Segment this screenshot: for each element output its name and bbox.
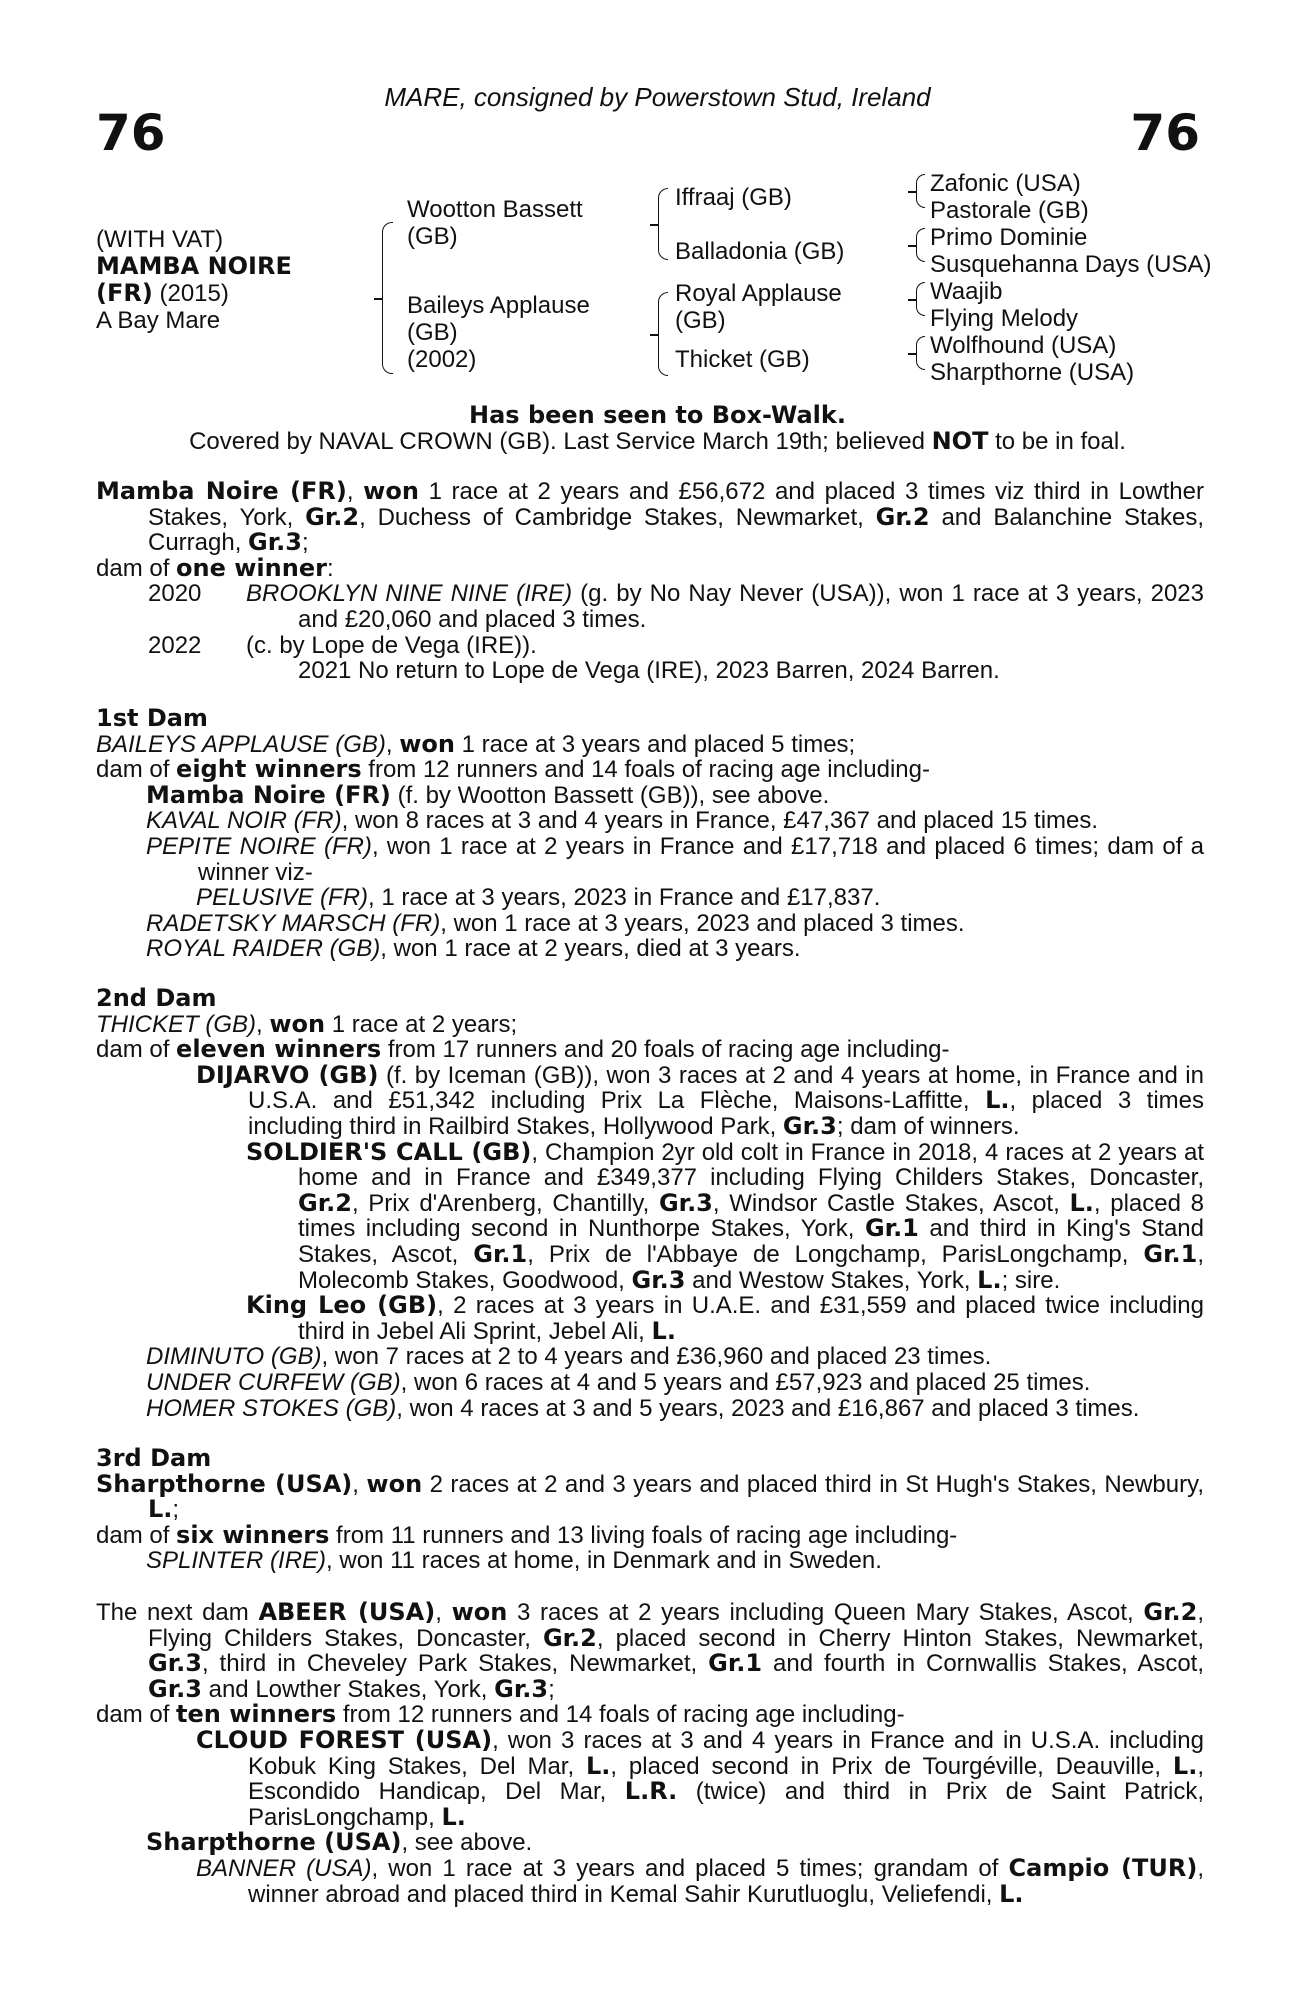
mare-section <box>96 479 1204 684</box>
grade: Gr.2 <box>875 502 930 531</box>
covered-text: Covered by NAVAL CROWN (GB). Last Service March 19th; believed <box>189 428 932 455</box>
second-dam-heading: 2nd Dam <box>96 984 217 1012</box>
runner-name: SOLDIER'S CALL (GB) <box>246 1137 532 1166</box>
text: (f. by Wootton Bassett (GB)), see above. <box>390 781 830 809</box>
list-item <box>96 1548 1204 1574</box>
grade: Gr.1 <box>864 1214 919 1243</box>
sire-name: Wootton Bassett <box>407 196 583 223</box>
text: dam of <box>96 756 177 784</box>
horse-country: (FR) <box>96 279 153 307</box>
winner-count: one winner <box>176 553 327 582</box>
dam-name: Sharpthorne (USA) <box>96 1469 353 1498</box>
text: , won 1 race at 3 years and placed 5 times; grandam of <box>371 1854 1009 1882</box>
ds-block <box>675 280 842 334</box>
grade: Gr.2 <box>305 502 360 531</box>
dam-block <box>407 292 590 373</box>
text: , Molecomb Stakes, Goodwood, <box>298 1240 1204 1294</box>
progeny-name: BROOKLYN NINE NINE (IRE) <box>246 580 573 608</box>
text: , Prix de l'Abbaye de Longchamp, ParisLongchamp, <box>527 1240 1144 1268</box>
not-label: NOT <box>931 427 989 455</box>
grade: Gr.3 <box>782 1111 837 1140</box>
grade: Gr.1 <box>1143 1239 1198 1268</box>
first-dam-of <box>96 757 1204 783</box>
grade: L. <box>999 1879 1024 1908</box>
list-item <box>96 1725 1204 1831</box>
text: ; <box>301 529 309 557</box>
dam-name: THICKET (GB) <box>96 1010 256 1038</box>
next-dam-of <box>96 1702 1204 1728</box>
text: (twice) and third in Prix de Saint Patrick, ParisLongchamp, <box>248 1778 1204 1831</box>
text: , Duchess of Cambridge Stakes, Newmarket, <box>359 503 876 531</box>
text: ; dam of winners. <box>836 1112 1020 1140</box>
third-dam-record: Sharpthorne (USA), won 2 races at 2 and 3 years and placed third in St Hugh's Stakes, Newbury, L.; <box>96 1469 1204 1524</box>
sss-name: Zafonic (USA) <box>930 170 1081 197</box>
grade: Gr.2 <box>1143 1598 1198 1626</box>
list-item <box>96 936 1204 962</box>
won-label: won <box>366 1469 423 1498</box>
text: , won 11 races at home, in Denmark and in Sweden. <box>326 1547 882 1575</box>
list-item <box>96 1344 1204 1370</box>
text: dam of <box>96 1036 177 1064</box>
dss-name: Waajib <box>930 278 1003 305</box>
list-item <box>96 1396 1204 1422</box>
third-dam-section <box>96 1446 1204 1574</box>
text: ; sire. <box>1001 1266 1061 1294</box>
text: 2 races at 2 and 3 years and placed third in St Hugh's Stakes, Newbury, <box>422 1470 1204 1498</box>
text: , third in Cheveley Park Stakes, Newmarket, <box>201 1650 709 1678</box>
runner-name: DIJARVO (GB) <box>196 1060 379 1089</box>
list-item <box>96 1293 1204 1344</box>
text: 3 races at 2 years including Queen Mary Stakes, Ascot, <box>507 1599 1144 1626</box>
sire-block <box>407 196 583 250</box>
progeny-year: 2022 <box>148 631 202 659</box>
text: from 17 runners and 20 foals of racing age including- <box>381 1036 950 1064</box>
text: , winner abroad and placed third in Kemal Sahir Kurutluoglu, Veliefendi, <box>248 1854 1205 1908</box>
sd-name: Balladonia (GB) <box>675 238 845 265</box>
text: : <box>326 554 334 582</box>
pedigree-brace-2a <box>658 188 668 260</box>
dam-name: ABEER (USA) <box>258 1598 436 1626</box>
ddd-name: Sharpthorne (USA) <box>930 359 1135 386</box>
grade: Gr.2 <box>298 1188 352 1217</box>
ds-country: (GB) <box>675 307 726 334</box>
pedigree-brace-3a <box>916 174 925 208</box>
consignment-line: MARE, consigned by Powerstown Stud, Ireland <box>384 82 931 112</box>
runner-name: PEPITE NOIRE (FR) <box>146 832 372 860</box>
text: and Balanchine Stakes, Curragh, <box>148 503 1204 557</box>
pedigree-brace-2b <box>658 292 668 376</box>
text: , Champion 2yr old colt in France in 2018, 4 races at 2 years at home and in France and £349,377 including Flying Childers Stakes, Doncaster, <box>298 1138 1204 1192</box>
grade: Gr.3 <box>658 1188 713 1217</box>
first-dam-record: BAILEYS APPLAUSE (GB), won 1 race at 3 years and placed 5 times; <box>96 729 856 758</box>
horse-country-year <box>96 280 292 307</box>
runner-name: Campio (TUR) <box>1008 1853 1198 1882</box>
text: , Windsor Castle Stakes, Ascot, <box>712 1189 1070 1217</box>
vat-label: (WITH VAT) <box>96 226 224 253</box>
ds-name: Royal Applause <box>675 280 842 307</box>
text: , won 1 race at 2 years, died at 3 years. <box>380 935 801 963</box>
ssd-name: Pastorale (GB) <box>930 197 1089 224</box>
text: , won 1 race at 2 years in France and £17,718 and placed 6 times; dam of a winner viz- <box>198 832 1205 886</box>
covered-text-end: to be in foal. <box>988 428 1126 455</box>
horse-year: (2015) <box>152 280 229 307</box>
second-dam-section <box>96 986 1204 1421</box>
text: The next dam <box>96 1599 259 1626</box>
horse-block <box>96 226 292 334</box>
grade: Gr.2 <box>542 1623 597 1652</box>
text: , Prix d'Arenberg, Chantilly, <box>351 1189 659 1217</box>
text: 1 race at 2 years; <box>325 1010 518 1038</box>
text: , 1 race at 3 years, 2023 in France and £17,837. <box>368 884 881 912</box>
progeny-year: 2020 <box>148 580 202 608</box>
dsd-name: Flying Melody <box>930 305 1079 332</box>
pedigree-brace-3d <box>916 336 925 370</box>
dam-country: (GB) <box>407 319 458 346</box>
winner-count: six winners <box>176 1520 330 1549</box>
grade: L. <box>985 1086 1010 1115</box>
sire-country: (GB) <box>407 223 458 250</box>
next-dam-record: The next dam ABEER (USA), won 3 races at 2 years including Queen Mary Stakes, Ascot, Gr.2, Flying Childers Stakes, Doncaster, Gr.2, placed second in Cherry Hinton Stakes, Newmarket, Gr.3, third in Cheveley Park Stakes, Newmarket, Gr.1 and fourth in Cornwallis Stakes, Ascot, Gr.3 and Lowther Stakes, York, Gr.3; <box>96 1598 1205 1703</box>
dds-name: Wolfhound (USA) <box>930 332 1117 359</box>
text: (g. by No Nay Never (USA)), won 1 race at 3 years, 2023 and £20,060 and placed 3 times. <box>298 580 1204 633</box>
grade: Gr.3 <box>248 528 302 557</box>
runner-name: SPLINTER (IRE) <box>146 1547 327 1575</box>
text: , placed second in Cherry Hinton Stakes, Newmarket, <box>596 1624 1204 1652</box>
list-item <box>96 808 1204 834</box>
text: , won 4 races at 3 and 5 years, 2023 and £16,867 and placed 3 times. <box>396 1394 1140 1422</box>
text: , won 7 races at 2 to 4 years and £36,960 and placed 23 times. <box>321 1343 992 1371</box>
dam-year: (2002) <box>407 346 477 373</box>
first-dam-heading: 1st Dam <box>96 704 208 732</box>
text: and Lowther Stakes, York, <box>201 1675 495 1703</box>
text: 1 race at 3 years and placed 5 times; <box>454 730 856 758</box>
won-label: won <box>363 477 419 505</box>
grade: L. <box>1172 1751 1198 1780</box>
text: and Westow Stakes, York, <box>685 1266 978 1294</box>
won-label: won <box>451 1598 508 1626</box>
runner-name: Sharpthorne (USA) <box>146 1828 402 1857</box>
winner-count: eleven winners <box>176 1035 382 1064</box>
text: ; <box>548 1675 555 1703</box>
grade: Gr.3 <box>631 1265 686 1294</box>
horse-description: A Bay Mare <box>96 307 221 334</box>
text: from 11 runners and 13 living foals of racing age including- <box>329 1521 958 1549</box>
text: from 12 runners and 14 foals of racing age including- <box>336 1701 905 1729</box>
runner-name: HOMER STOKES (GB) <box>146 1394 397 1422</box>
third-dam-of <box>96 1520 1204 1549</box>
text: , Escondido Handicap, Del Mar, <box>248 1752 1204 1806</box>
text: (c. by Lope de Vega (IRE)). <box>246 631 537 659</box>
text: and third in King's Stand Stakes, Ascot, <box>298 1215 1204 1268</box>
list-item <box>96 911 1204 937</box>
runner-name: Mamba Noire (FR) <box>146 780 391 809</box>
covered-note <box>0 428 1315 455</box>
second-dam-of <box>96 1037 1204 1063</box>
grade: Gr.3 <box>148 1674 202 1703</box>
list-item <box>96 780 1204 809</box>
text: , placed 3 times including third in Railbird Stakes, Hollywood Park, <box>248 1087 1204 1140</box>
list-item <box>96 1853 1205 1908</box>
text: , Flying Childers Stakes, Doncaster, <box>148 1599 1204 1652</box>
pedigree-brace-3c <box>916 282 925 316</box>
dam-name: BAILEYS APPLAUSE (GB) <box>96 730 386 758</box>
grade: L. <box>977 1265 1002 1294</box>
text: dam of <box>96 1701 177 1729</box>
grade: L. <box>651 1316 676 1345</box>
winner-count: eight winners <box>176 755 362 784</box>
pedigree-brace-3b <box>916 228 925 262</box>
text: , won 6 races at 4 and 5 years and £57,923 and placed 25 times. <box>400 1368 1091 1396</box>
runner-name: RADETSKY MARSCH (FR) <box>146 909 441 937</box>
runner-name: ROYAL RAIDER (GB) <box>146 935 381 963</box>
text: , placed second in Prix de Tourgéville, Deauville, <box>610 1752 1173 1780</box>
grade: L.R. <box>624 1777 678 1806</box>
runner-name: BANNER (USA) <box>196 1854 372 1882</box>
list-item <box>96 1060 1204 1140</box>
dam-name: Baileys Applause <box>407 292 590 319</box>
list-item <box>96 1830 1204 1856</box>
text: , see above. <box>401 1829 533 1857</box>
lot-number-right: 76 <box>1130 104 1200 162</box>
text: (f. by Iceman (GB)), won 3 races at 2 and 4 years at home, in France and in U.S.A. and £51,342 including Prix La Flèche, Maisons-Laffitte, <box>248 1061 1204 1115</box>
box-walk-note: Has been seen to Box-Walk. <box>469 401 846 429</box>
horse-name: MAMBA NOIRE <box>96 252 292 280</box>
grade: L. <box>148 1495 173 1524</box>
text: , won 3 races at 3 and 4 years in France and in U.S.A. including Kobuk King Stakes, Del Mar, <box>248 1726 1204 1780</box>
text: , won 1 race at 3 years, 2023 and placed 3 times. <box>440 909 965 937</box>
text: 2021 No return to Lope de Vega (IRE), 2023 Barren, 2024 Barren. <box>298 657 1000 685</box>
runner-name: King Leo (GB) <box>246 1291 438 1320</box>
text: , won 8 races at 3 and 4 years in France, £47,367 and placed 15 times. <box>341 807 1099 835</box>
sds-name: Primo Dominie <box>930 224 1088 251</box>
list-item <box>96 1137 1204 1294</box>
grade: L. <box>441 1802 466 1831</box>
mare-record: Mamba Noire (FR), won 1 race at 2 years and £56,672 and placed 3 times viz third in Lowther Stakes, York, Gr.2, Duchess of Cambridge Stakes, Newmarket, Gr.2 and Balanchine Stakes, Curragh, Gr.3; <box>96 477 1204 557</box>
first-dam-section <box>96 706 1204 962</box>
list-item <box>96 885 1204 911</box>
runner-name: UNDER CURFEW (GB) <box>146 1368 401 1396</box>
runner-name: KAVAL NOIR (FR) <box>146 807 342 835</box>
grade: Gr.3 <box>494 1674 549 1703</box>
progeny-2020 <box>96 581 1204 632</box>
grade: Gr.3 <box>148 1649 202 1678</box>
text: 1 race at 2 years and £56,672 and placed 3 times viz third in Lowther Stakes, York, <box>148 478 1204 531</box>
won-label: won <box>399 729 455 758</box>
grade: Gr.1 <box>473 1239 528 1268</box>
winner-count: ten winners <box>176 1700 337 1729</box>
ss-name: Iffraaj (GB) <box>675 184 792 211</box>
won-label: won <box>269 1009 326 1038</box>
mare-dam-of <box>96 553 1204 582</box>
text: and fourth in Cornwallis Stakes, Ascot, <box>762 1650 1205 1678</box>
sdd-name: Susquehanna Days (USA) <box>930 251 1212 278</box>
runner-name: PELUSIVE (FR) <box>196 884 369 912</box>
second-dam-record: THICKET (GB), won 1 race at 2 years; <box>96 1009 518 1038</box>
runner-name: DIMINUTO (GB) <box>146 1343 322 1371</box>
grade: L. <box>585 1751 611 1780</box>
progeny-2022 <box>96 633 1204 684</box>
dd-name: Thicket (GB) <box>675 346 810 373</box>
text: from 12 runners and 14 foals of racing age including- <box>361 756 930 784</box>
grade: L. <box>1069 1188 1094 1217</box>
text: , placed 8 times including second in Nunthorpe Stakes, York, <box>298 1189 1204 1243</box>
text: , 2 races at 3 years in U.A.E. and £31,559 and placed twice including third in Jebel Ali Sprint, Jebel Ali, <box>298 1292 1204 1345</box>
next-dam-section <box>96 1600 1204 1907</box>
mare-name: Mamba Noire (FR) <box>96 477 347 505</box>
list-item <box>96 834 1204 885</box>
text: dam of <box>96 1521 177 1549</box>
lot-number-left: 76 <box>96 104 166 162</box>
runner-name: CLOUD FOREST (USA) <box>196 1725 493 1754</box>
list-item <box>96 1370 1204 1396</box>
pedigree-brace-1 <box>382 222 393 374</box>
text: dam of <box>96 554 177 582</box>
third-dam-heading: 3rd Dam <box>96 1444 212 1472</box>
grade: Gr.1 <box>708 1649 763 1678</box>
text: ; <box>172 1496 180 1524</box>
